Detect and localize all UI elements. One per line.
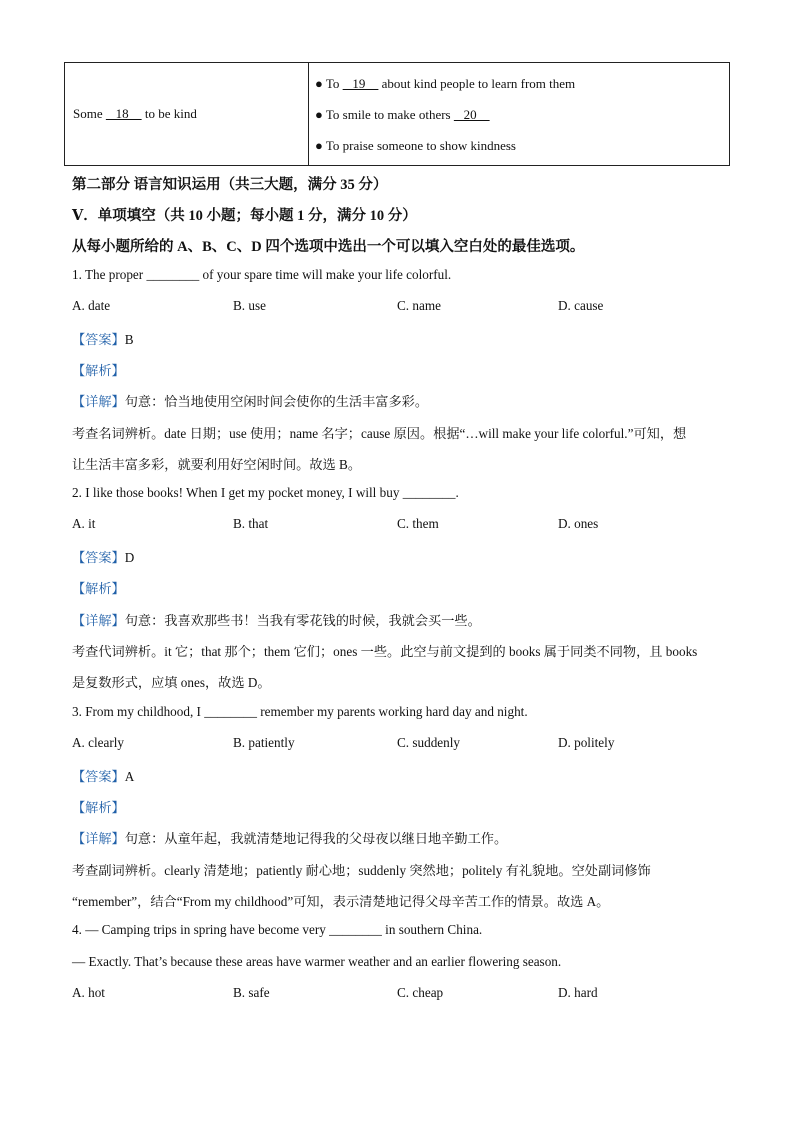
option-c: C. them [397, 516, 439, 531]
option-b: B. patiently [233, 735, 295, 750]
blank-19: 19 [342, 75, 379, 91]
question-stem: 4. — Camping trips in spring have become very ________ in southern China. [72, 922, 483, 937]
option-a: A. clearly [72, 735, 124, 750]
answer-label: 【答案】 [72, 332, 125, 347]
detail-text: 句意：从童年起，我就清楚地记得我的父母夜以继日地辛勤工作。 [124, 831, 508, 846]
detail-label: 【详解】 [72, 613, 125, 628]
explanation-line: 考查名词辨析。date 日期；use 使用；name 名字；cause 原因。根据“…will make your life colorful.”可知，想 [72, 426, 687, 441]
option-d: D. politely [558, 735, 615, 750]
option-b: B. that [233, 516, 269, 531]
bullet-item: ● To 19 about kind people to learn from them [315, 75, 576, 91]
question-stem-reply: — Exactly. That’s because these areas have warmer weather and an earlier flowering season. [72, 954, 562, 969]
option-c: C. cheap [397, 985, 444, 1000]
explanation-line: “remember”，结合“From my childhood”可知，表示清楚地记得父母辛苦工作的情景。故选 A。 [72, 894, 610, 909]
option-d: D. cause [558, 298, 604, 313]
answer-value: D [124, 550, 135, 565]
analysis-label: 【解析】 [72, 800, 125, 815]
explanation-line: 让生活丰富多彩，就要利用好空闲时间。故选 B。 [72, 457, 362, 472]
bullet-item: ● To smile to make others 20 [315, 106, 490, 122]
instruction: 从每小题所给的 A、B、C、D 四个选项中选出一个可以填入空白处的最佳选项。 [72, 239, 585, 255]
option-d: D. hard [558, 985, 598, 1000]
part-title: 第二部分 语言知识运用（共三大题，满分 35 分） [72, 177, 388, 193]
option-d: D. ones [558, 516, 599, 531]
option-b: B. safe [233, 985, 270, 1000]
blank-18: 18 [105, 106, 142, 121]
answer-label: 【答案】 [72, 769, 125, 784]
section-title: Ⅴ．单项填空（共 10 小题；每小题 1 分，满分 10 分） [72, 208, 417, 224]
detail-line [72, 828, 507, 847]
blank-20: 20 [453, 106, 490, 122]
option-a: A. hot [72, 985, 105, 1000]
answer-line [72, 329, 134, 348]
detail-label: 【详解】 [72, 394, 125, 409]
bullet-item: ● To praise someone to show kindness [315, 137, 516, 153]
question-stem: 1. The proper ________ of your spare time will make your life colorful. [72, 267, 452, 282]
answer-line [72, 547, 134, 566]
analysis-label: 【解析】 [72, 363, 125, 378]
table-right-cell [309, 63, 730, 166]
detail-line [72, 391, 428, 410]
left-text: Some [73, 106, 106, 121]
detail-line [72, 610, 481, 629]
question-stem: 2. I like those books! When I get my pocket money, I will buy ________. [72, 485, 459, 500]
left-text-suffix: to be kind [141, 106, 197, 121]
explanation-line: 是复数形式，应填 ones，故选 D。 [72, 675, 271, 690]
analysis-label: 【解析】 [72, 581, 125, 596]
option-a: A. date [72, 298, 111, 313]
detail-text: 句意：恰当地使用空闲时间会使你的生活丰富多彩。 [124, 394, 429, 409]
answer-value: A [124, 769, 135, 784]
question-stem: 3. From my childhood, I ________ remember my parents working hard day and night. [72, 704, 528, 719]
kindness-table [64, 62, 730, 166]
detail-label: 【详解】 [72, 831, 125, 846]
option-c: C. suddenly [397, 735, 461, 750]
answer-value: B [124, 332, 134, 347]
explanation-line: 考查副词辨析。clearly 清楚地；patiently 耐心地；suddenly 突然地；politely 有礼貌地。空处副词修饰 [72, 863, 651, 878]
detail-text: 句意：我喜欢那些书！当我有零花钱的时候，我就会买一些。 [124, 613, 481, 628]
answer-label: 【答案】 [72, 550, 125, 565]
option-c: C. name [397, 298, 441, 313]
option-a: A. it [72, 516, 96, 531]
explanation-line: 考查代词辨析。it 它；that 那个；them 它们；ones 一些。此空与前文提到的 books 属于同类不同物，且 books [72, 644, 698, 659]
answer-line [72, 766, 134, 785]
table-left-cell [65, 63, 309, 166]
option-b: B. use [233, 298, 266, 313]
